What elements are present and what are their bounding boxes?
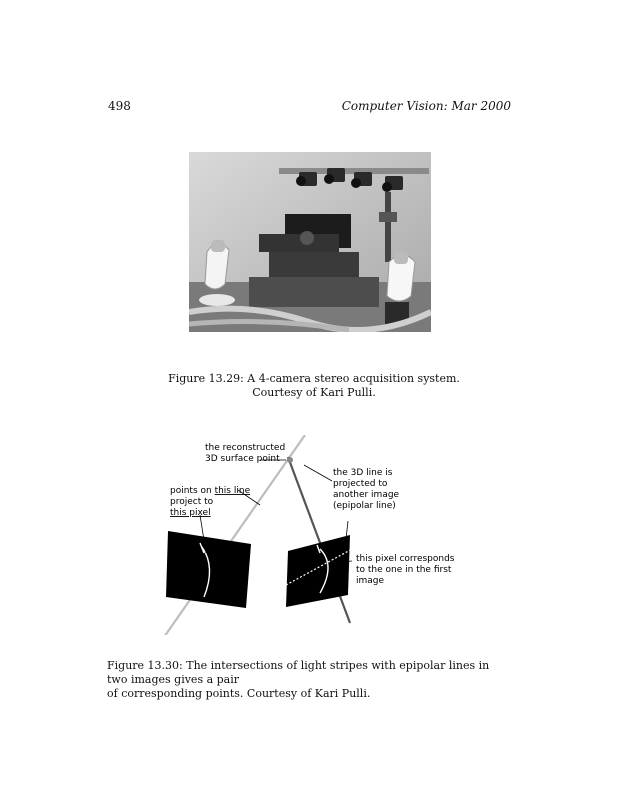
left-image: [166, 531, 251, 608]
label-3d-line-1: the 3D line is: [333, 468, 393, 478]
surface-point: [287, 457, 293, 463]
label-3d-line-3: another image: [333, 490, 400, 500]
figure-13-30-caption-line-2: of corresponding points. Courtesy of Kari Pulli.: [107, 687, 371, 700]
label-3d-line-2: projected to: [333, 479, 388, 489]
label-points-line-1: points on this line: [170, 486, 251, 496]
label-pixel-2: to the one in the first: [356, 565, 452, 575]
running-title: Computer Vision: Mar 2000: [341, 99, 511, 113]
label-surface-point-2: 3D surface point: [205, 454, 280, 464]
label-points-line-2: project to: [170, 497, 214, 507]
epipolar-diagram: [160, 435, 460, 635]
stereo-rig-photo: [189, 152, 431, 332]
label-3d-line-4: (epipolar line): [333, 501, 396, 511]
label-pixel-1: this pixel corresponds: [356, 554, 455, 564]
figure-13-30-caption: [107, 659, 511, 701]
figure-13-29-caption: Figure 13.29: A 4-camera stereo acquisition system. Courtesy of Kari Pulli.: [168, 372, 460, 399]
label-pixel-3: image: [356, 576, 385, 586]
label-points-line-3: this pixel: [170, 508, 211, 518]
label-surface-point-1: the reconstructed: [205, 443, 286, 453]
figure-13-30-caption-line-1: Figure 13.30: The intersections of light stripes with epipolar lines in two images gives a pair: [107, 659, 490, 686]
page-number: 498: [108, 99, 131, 113]
